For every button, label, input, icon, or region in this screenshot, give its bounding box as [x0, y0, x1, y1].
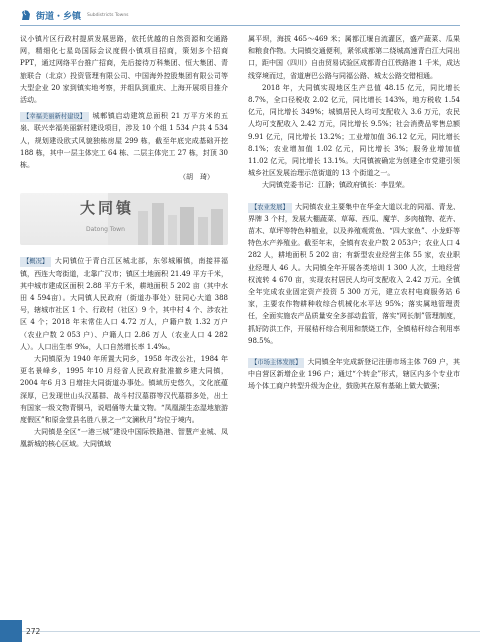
town-name: 大同镇	[80, 199, 135, 218]
new-village-text: 城郫镇启动建筑总面积 21 万平方米的五泉、联兴幸福美丽新村建设项目，涉及 10 个组 1 534 户共 4 534 人，规划建设欧式风貌独栋房屋 299 栋，截至年底完成基础开挖 188 栋，其中一层主体完工 64 栋、二层主体完工 27 栋，封顶 30 栋。	[20, 112, 228, 170]
section-title: 街道・乡镇	[36, 11, 82, 22]
tag-market: 【市场主体发展】	[248, 358, 304, 368]
paragraph-geography: 属平坝，海拔 465～469 米；属都江堰自流灌区，盛产蔬菜、瓜果和粮食作物。大同镇交通便利，紧邻成都第二绕城高速青白江大同出口，距中国（四川）自由贸易试验区成都青白江铁路港 1 千米，成达线穿境而过，省道唐巴公路与同福公路、城太公路交错相通。	[248, 35, 460, 80]
paragraph-market	[248, 356, 460, 393]
town-banner	[20, 193, 228, 245]
header-rule	[20, 25, 460, 26]
tag-new-village: 【幸福美丽新村建设】	[20, 112, 89, 122]
paragraph-history: 大同镇原为 1940 年所置大同乡，1958 年改公社，1984 年更名景峰乡，1995 年10 月经省人民政府批准撤乡建大同镇，2004 年6 月3 日增挂大同街道办事处。镇域历史悠久，文化底蕴深厚，已发现世山头汉墓群、战斗村汉墓群等汉代墓群多处，出土有国家一级文物青铜马，说唱俑等大量文物。“凤凰湖生态湿地旅游度假区”和原金堂县名胜八景之一“文澜秋月”均位于境内。	[20, 355, 228, 425]
tag-agriculture: 【农业发展】	[248, 203, 292, 213]
paragraph-continued: 议小镇片区行政村提质发展思路，依托优越的自然资源和交通路网，精细化七星岛国际会议度假小镇项目招商，策划多个招商 PPT，通过网络平台推广招商，先后接待万科集团、恒大集团、青旅联合（北京）投资管理有限公司、中国海外控股集团有限公司等大型企业 20 家到镇实地考察，并组队到重庆、上海开展项目推介活动。	[20, 35, 228, 105]
market-text: 大同镇全年完成新登记注册市场主体 769 户，其中自营区新增企业 196 户；通过“个转企”形式，辖区内多个专业市场个体工商户转型升级为企业，鼓励其在原有基础上做大做强；	[248, 358, 460, 391]
page-number: 272	[26, 627, 41, 636]
agriculture-text: 大同镇农业主要集中在华金大道以北的同福、青龙、界牌 3 个村，发展大棚蔬菜、草莓、西瓜、魔芋、多肉植物、花卉、苗木、草坪等特色种植业，以及养殖观赏鱼、“四大家鱼”、小龙虾等特色水产养殖业。截至年末，全镇有农业户数 2 053户；农业人口 4 282 人，耕地面积 5 202 亩；有新型农业经营主体 55 家，农业职业经理人 46 人。大同镇全年开展各类培训 1 300 人次，土地经营权流转 4 670 亩，实现农村居民人均可支配收入 2.42 万元。全镇全年完成农业固定资产投资 5 300 万元，建立农村电商服务站 6 家，主要农作物耕种收综合机械化水平达 95%；落实属地管理责任，全面实施农产品质量安全多部动监管，落实“网长制”管理制度，抓好防洪工作，开展秸秆综合利用和禁烧工作，全镇秸秆综合利用率 98.5%。	[248, 202, 460, 345]
left-column	[20, 33, 228, 451]
horse-logo-icon	[20, 9, 32, 21]
paragraph-statistics: 2018 年，大同镇实现地区生产总值 48.15 亿元，同比增长 8.7%，全口径税收 2.02 亿元，同比增长 143%，地方税收 1.54 亿元，同比增长 349%；城镇居民人均可支配收入 3.6 万元，农民人均可支配收入 2.42 万元，同比增长 9.5%；社会消费品零售总额 9.91 亿元，同比增长 13.2%；工业增加值 36.12 亿元，同比增长 8.1%；农业增加值 1.02 亿元，同比增长 3%；服务业增加值 11.02 亿元，同比增长 13.1%。大同镇被确定为创建全市党建引领城乡社区发展治理示范街道的 13 个街道之一。	[248, 83, 460, 178]
paragraph-new-village	[20, 110, 228, 171]
overview-text: 大同镇位于青白江区城北部，东邻城厢镇，南接祥福镇，西连大弯街道，北靠广汉市；镇区土地面积 21.49 平方千米，其中城市建成区面积 2.88 平方千米，耕地面积 5 202 亩（其中水田 4 594亩）。大同镇人民政府（街道办事处）驻同心大道 388 号，辖城市社区 1 个、行政村（社区）9 个，其中村 4 个、涉农社区 4 个；2018 年末常住人口 4.72 万人，户籍户数 1.32 万户（农业户数 2 053 户）、户籍人口 2.86 万人（农业人口 4 282 人）。人口出生率 9‰，人口自然增长率 1.4‰。	[20, 257, 228, 351]
page-header	[20, 6, 129, 24]
footer-accent-bar	[0, 620, 22, 642]
author-signature: （胡 琦）	[179, 173, 214, 182]
footer-rule	[0, 631, 480, 632]
paragraph-overview	[20, 255, 228, 353]
paragraph-location: 大同镇是全区“一港三城”建设中国际铁路港、智慧产业城、凤凰新城的核心区域。大同镇域	[20, 428, 228, 449]
right-column	[248, 33, 460, 393]
section-subtitle: Subdistricts Towns	[87, 12, 129, 18]
tag-overview: 【概况】	[20, 257, 51, 267]
town-name-english: Datong Town	[86, 226, 125, 234]
paragraph-agriculture	[248, 201, 460, 347]
page-footer	[0, 620, 480, 642]
paragraph-leaders: 大同镇党委书记：江静；镇政府镇长：李显荣。	[262, 181, 409, 190]
